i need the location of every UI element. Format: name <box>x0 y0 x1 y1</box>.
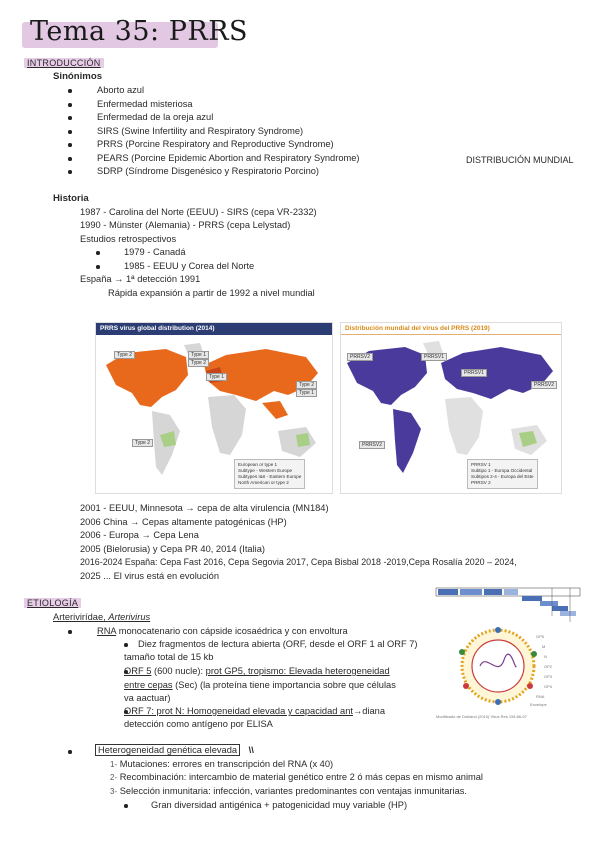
orf-block <box>460 589 482 595</box>
timeline-item: 2006 - Europa → Cepa Lena <box>80 530 199 540</box>
orf7-b: →diana <box>352 706 386 716</box>
region-africa <box>208 395 246 455</box>
bullet <box>68 630 72 634</box>
orf5-c: entre cepas <box>124 680 173 690</box>
spain-detail: Rápida expansión a partir de 1992 a nivel mundial <box>108 288 315 298</box>
orf5-a: (600 nucle): <box>151 666 206 676</box>
map-label: PRRSV2 <box>531 381 557 389</box>
diversity-line: Gran diversidad antigénica + patogenicidad muy variable (HP) <box>151 800 408 810</box>
timeline-item: 2001 - EEUU, Minnesota → cepa de alta virulencia (MN184) <box>80 503 329 513</box>
map-label: Type 2 <box>132 439 153 447</box>
virus-structure-diagram <box>432 582 584 724</box>
history-item: 1990 - Münster (Alemania) - PRRS (cepa Lelystad) <box>80 220 291 230</box>
diagram-label: GP5 <box>536 634 545 639</box>
map-legend <box>234 459 305 489</box>
bullet <box>68 143 72 147</box>
heterogeneity-box: Heterogeneidad genética elevada <box>95 744 240 756</box>
etiology-heading: ETIOLOGÍA <box>24 598 81 608</box>
diagram-label: GP3 <box>544 674 553 679</box>
spike <box>527 683 533 689</box>
diagram-label: GP2 <box>544 664 553 669</box>
orf7-a: : prot N: Homogeneidad elevada y capacidad ant <box>151 706 353 716</box>
legend-item: Subtipo 1 - Europa Occidental <box>471 468 533 473</box>
map-label: Type 1 <box>188 351 209 359</box>
map-label: PRRSV2 <box>347 353 373 361</box>
map-label: Type 1 <box>296 389 317 397</box>
orf5-line-2 <box>124 680 396 690</box>
history-item: Estudios retrospectivos <box>80 234 177 244</box>
mechanism-item <box>110 786 467 796</box>
synonym-item: Enfermedad de la oreja azul <box>97 112 214 122</box>
map-title: Distribución mundial del virus del PRRS (2019) <box>341 323 561 335</box>
orf-intro-2: tamaño total de 15 kb <box>124 652 214 662</box>
bullet <box>68 170 72 174</box>
orf7-label: ORF 7 <box>124 706 152 716</box>
bullet <box>68 157 72 161</box>
synonym-item: SIRS (Swine Infertility and Respiratory Syndrome) <box>97 126 304 136</box>
orf-block <box>484 589 502 595</box>
spike <box>495 627 501 633</box>
mechanism-item <box>110 772 483 782</box>
legend-item: European or type 1 <box>238 462 278 467</box>
map-label: Type 1 <box>206 373 227 381</box>
map-legend <box>467 459 538 489</box>
region-se-asia <box>262 401 288 419</box>
world-map-2014 <box>95 322 333 494</box>
diagram-label: M <box>542 644 546 649</box>
orf-block <box>552 606 568 611</box>
orf-block <box>438 589 458 595</box>
history-heading: Historia <box>53 193 89 204</box>
bullet <box>68 130 72 134</box>
history-item: 1987 - Carolina del Norte (EEUU) - SIRS (cepa VR-2332) <box>80 207 317 217</box>
legend-item: Subtipos 2-4 - Europa del Este <box>471 474 534 479</box>
mechanism-number: 1- <box>110 760 118 769</box>
spike <box>495 699 501 705</box>
orf5-label: ORF 5 <box>124 666 152 676</box>
map-label: PRRSV1 <box>421 353 447 361</box>
distribution-label: DISTRIBUCIÓN MUNDIAL <box>466 155 574 165</box>
world-map-2019 <box>340 322 562 494</box>
page-title: Tema 35: PRRS <box>30 16 249 47</box>
orf-block <box>504 589 518 595</box>
mechanism-item <box>110 759 333 769</box>
bullet <box>68 750 72 754</box>
mechanism-number: 2- <box>110 773 118 782</box>
map-label: Type 2 <box>114 351 135 359</box>
mechanism-text: Selección inmunitaria: infección, variantes predominantes con ventajas inmunitarias. <box>119 786 467 796</box>
bullet <box>124 643 128 647</box>
bullet <box>124 804 128 808</box>
map-label: PRRSV2 <box>359 441 385 449</box>
orf-block <box>522 596 542 601</box>
timeline-item: 2016-2024 España: Cepa Fast 2016, Cepa Segovia 2017, Cepa Bisbal 2018 -2019,Cepa Rosalía 2020 – 2024, <box>80 557 517 567</box>
rna-label: RNA <box>97 626 117 636</box>
synonym-item: PEARS (Porcine Epidemic Abortion and Respiratory Syndrome) <box>97 153 360 163</box>
orf5-b: prot GP5, tropismo: Elevada heterogeneidad <box>205 666 390 676</box>
bullet <box>96 265 100 269</box>
orf-block <box>540 601 558 606</box>
spike <box>531 651 537 657</box>
region-eurasia <box>441 347 553 399</box>
synonym-item: PRRS (Porcine Respiratory and Reproductive Syndrome) <box>97 139 334 149</box>
virus-diagram-svg <box>432 582 584 712</box>
map-label: Type 2 <box>296 381 317 389</box>
diagram-label: GP4 <box>544 684 553 689</box>
synonym-item: Aborto azul <box>97 85 145 95</box>
legend-item: Subtype - Western Europe <box>238 468 293 473</box>
legend-item: Subtypes I&II - Eastern Europe <box>238 474 302 479</box>
synonyms-heading: Sinónimos <box>53 71 103 82</box>
map-title: PRRS virus global distribution (2014) <box>96 323 332 335</box>
region-australia-green <box>296 433 310 447</box>
region-south-america <box>393 409 421 473</box>
spike <box>459 649 465 655</box>
map-label: Type 2 <box>188 359 209 367</box>
legend-item: North American or type 2 <box>238 480 289 485</box>
timeline-item: 2006 China → Cepas altamente patogénicas (HP) <box>80 517 287 527</box>
etiology-family <box>53 612 150 622</box>
orf-block <box>560 611 576 616</box>
rna-line <box>97 626 348 636</box>
legend-item: PRRSV 2 <box>471 480 491 485</box>
region-africa <box>445 397 483 455</box>
orf5-line-3: va aactuar) <box>124 693 171 703</box>
orf7-line-2: detección como antígeno por ELISA <box>124 719 273 729</box>
orf7-line <box>124 706 385 716</box>
synonym-item: SDRP (Síndrome Disgenésico y Respiratorio Porcino) <box>97 166 320 176</box>
retrospective-item: 1985 - EEUU y Corea del Norte <box>124 261 255 271</box>
retrospective-item: 1979 - Canadá <box>124 247 186 257</box>
bullet <box>68 89 72 93</box>
intro-heading: INTRODUCCIÓN <box>24 58 104 68</box>
family-name: Arterivirídae, <box>53 612 109 622</box>
bullet <box>68 116 72 120</box>
spain-line: España → 1ª detección 1991 <box>80 274 201 284</box>
spike <box>463 683 469 689</box>
orf-intro: Diez fragmentos de lectura abierta (ORF, desde el ORF 1 al ORF 7) <box>138 639 418 649</box>
diagram-label: RNA <box>536 694 545 699</box>
rna-text: monocatenario con cápside icosaédrica y con envoltura <box>116 626 348 636</box>
timeline-item: 2005 (Bielorusia) y Cepa PR 40, 2014 (Italia) <box>80 544 266 554</box>
orf5-d: (Sec) (la proteína tiene importancia sobre que células <box>172 680 396 690</box>
bullet <box>68 103 72 107</box>
mechanism-text: Recombinación: intercambio de material genético entre 2 ó más cepas en mismo animal <box>119 772 483 782</box>
genus-name: Arterivirus <box>108 612 151 622</box>
mechanism-text: Mutaciones: errores en transcripción del RNA (x 40) <box>119 759 334 769</box>
map-label: PRRSV1 <box>461 369 487 377</box>
synonym-item: Enfermedad misteriosa <box>97 99 193 109</box>
diagram-label: N <box>544 654 547 659</box>
diagram-caption: Modificado de Dokland (2010) Virus Res 154:86-97 <box>436 714 527 719</box>
diagram-label: Envelope <box>530 702 547 707</box>
heterogeneity-mark: \\ <box>248 745 254 755</box>
mechanism-number: 3- <box>110 787 118 796</box>
timeline-item: 2025 ... El virus está en evolución <box>80 571 220 581</box>
orf5-line <box>124 666 390 676</box>
region-australia <box>278 427 316 457</box>
legend-item: PRRSV 1 <box>471 462 491 467</box>
heterogeneity-line <box>95 745 254 755</box>
bullet <box>96 251 100 255</box>
